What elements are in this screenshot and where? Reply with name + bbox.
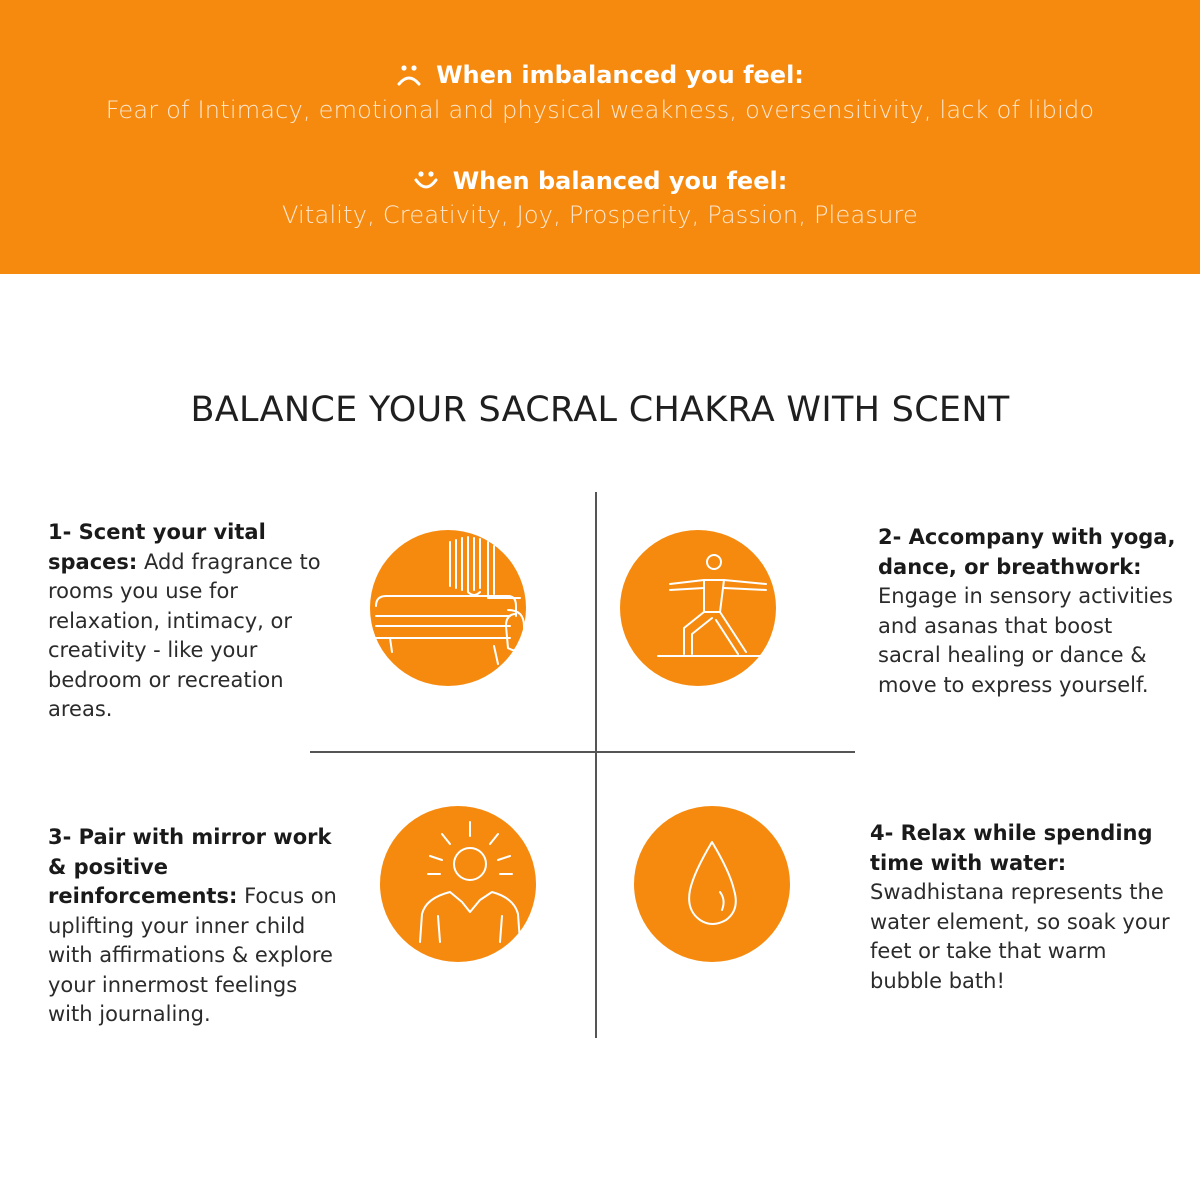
page-title: BALANCE YOUR SACRAL CHAKRA WITH SCENT [190, 390, 1010, 430]
tip-4-lead: 4- Relax while spending time with water: [870, 821, 1153, 875]
balanced-heading-row [0, 166, 1200, 196]
tip-4-body: Swadhistana represents the water element, so soak your feet or take that warm bubble bath! [870, 880, 1170, 993]
sofa-icon [370, 530, 526, 686]
vertical-divider [595, 492, 597, 1038]
sofa-icon-circle [370, 530, 526, 686]
feelings-banner [0, 0, 1200, 274]
tip-1 [48, 518, 348, 725]
tip-2-body: Engage in sensory activities and asanas that boost sacral healing or dance & move to express yourself. [878, 584, 1173, 697]
horizontal-divider [310, 751, 855, 753]
water-drop-icon [634, 806, 790, 962]
tip-3-lead: 3- Pair with mirror work & positive reinforcements: [48, 825, 332, 908]
person-icon-circle [380, 806, 536, 962]
tip-2 [878, 523, 1178, 700]
tip-4 [870, 819, 1170, 996]
balanced-feelings: Vitality, Creativity, Joy, Prosperity, Passion, Pleasure [281, 201, 919, 229]
tip-3-body: Focus on uplifting your inner child with affirmations & explore your innermost feelings with journaling. [48, 884, 337, 1026]
imbalanced-heading-row [0, 60, 1200, 90]
radiant-person-icon [380, 806, 536, 962]
imbalanced-heading: When imbalanced you feel: [436, 61, 804, 89]
tip-1-lead: 1- Scent your vital spaces: [48, 520, 266, 574]
happy-face-icon [413, 168, 439, 194]
water-icon-circle [634, 806, 790, 962]
imbalanced-feelings: Fear of Intimacy, emotional and physical weakness, oversensitivity, lack of libido [105, 96, 1095, 124]
yoga-icon-circle [620, 530, 776, 686]
yoga-pose-icon [620, 530, 776, 686]
sad-face-icon [396, 62, 422, 88]
tip-1-body: Add fragrance to rooms you use for relaxation, intimacy, or creativity - like your bedroom or recreation areas. [48, 549, 321, 721]
tip-2-lead: 2- Accompany with yoga, dance, or breathwork: [878, 525, 1176, 579]
tip-3 [48, 823, 348, 1030]
balanced-heading: When balanced you feel: [452, 167, 788, 195]
